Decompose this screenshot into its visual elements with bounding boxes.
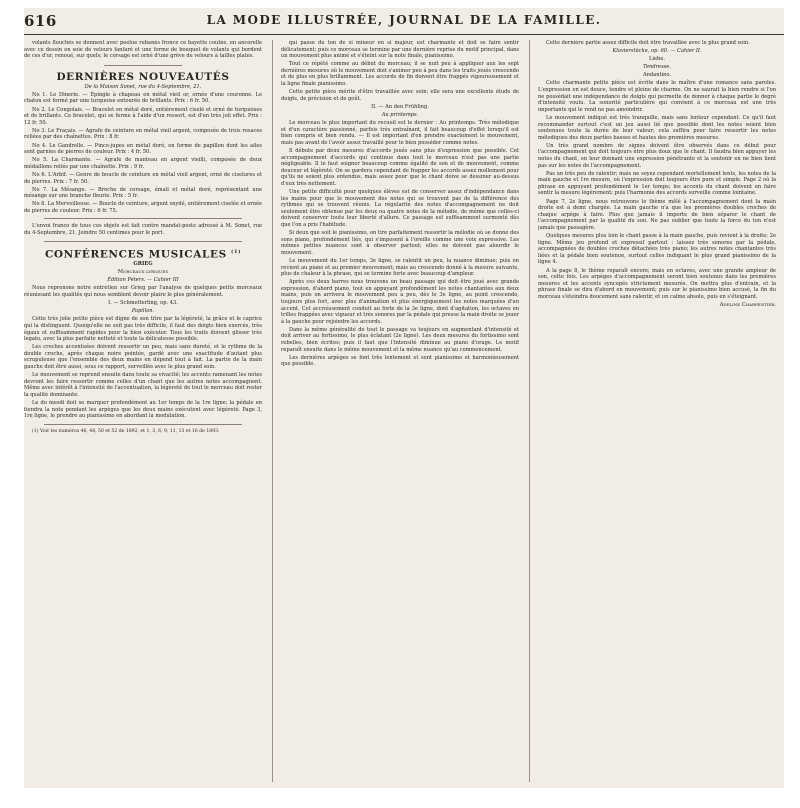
- newspaper-page: [24, 8, 784, 788]
- nouveaute-item: No 5. La Charmante. — Agrafe de manteau en argent vieilli, composée de deux médaillons reliés par une chaînette. Prix : 9 fr.: [24, 157, 262, 170]
- paragraph: Cette charmante petite pièce est écrite dans le maître d'une romance sans paroles. L'expression en est douce, tendre et pleine de charme. On ne saurait la bien rendre si l'on ne possédait une indépendance de doigts qui permette de donner à chaque partie le degré d'intensité voulu. La sonorité particulière qui convient à ce morceau est une très importante qui le rend ne pas amoindrir.: [538, 80, 776, 113]
- paragraph: Après ces deux barres nous trouvons un beau passage qui doit être joué avec grande expression, d'abord piano, tout en appuyant profondément les notes chantantes aux deux mains, puis on arrivera le mouvement peu à peu, dès le 3e ligne, au point crescendo, toujours plus fort, avec plus d'animation et plus énergiquement les notes marquées d'un accent. Cet accroissement conduit au forte de la 3e ligne, dont d'agitation, les octaves en trilles frappées avec vigueur et très sonores par la pédale qui presse la main droite se jouer à la gauche pour rejoindre les accords.: [281, 279, 519, 325]
- nouveaute-item: No 2. Le Congolais. — Bracelet en métal doré, entièrement ciselé et orné de turquoises et de brillants. Ce bracelet, qui se ferme à l'aide d'un ressort, est d'un très joli effet. Prix : 12 fr. 50.: [24, 106, 262, 126]
- section-rule: [44, 241, 242, 242]
- paragraph: Cette petite pièce mérite d'être travaillée avec soin; elle sera une excellente étude de doigts, de précision et de goût.: [281, 89, 519, 102]
- section-rule: [44, 218, 242, 219]
- paragraph: Cette très jolie petite pièce est digne de son titre par la légèreté, la grâce et le caprice qui la distinguent. Quoiqu'elle ne soit pas très difficile, il faut des doigts bien exercés, très égaux et suffisamment rapides pour la bien exécuter. Tous les traits doivent glisser très legato, avec la plus parfaite netteté et toute la délicatesse possible.: [24, 316, 262, 343]
- footnote: (1) Voir les numéros 46, 48, 50 et 52 de 1892, et 1, 3, 6, 9, 11, 13 et 16 de 1893.: [32, 428, 220, 434]
- nouveautes-heading: DERNIÈRES NOUVEAUTÉS: [56, 70, 230, 83]
- column-divider: [272, 40, 273, 782]
- column-divider: [529, 40, 530, 782]
- paragraph: Tout ce répété comme au début du morceau; il se nuit peu à appliquer aux les sept dernières mesures où le mouvement doit s'animer peu à peu dans les traits joués crescendo et de plus en plus brillamment. Les accords de fin doivent être frappés vigoureusement et la ligne finale pianissimo.: [281, 61, 519, 88]
- column-3: [538, 40, 776, 782]
- paragraph: Les croches accentuées doivent ressortir un peu, mais sans dureté, et le rythme de la double croche, après chaque noire pointée, gardé avec une exactitude d'autant plus scrupuleuse que l'ensemble des deux mains en dépend tout à fait. La partie de la main gauche doit être aussi, sous ce rapport, surveillée avec le plus grand soin.: [24, 344, 262, 370]
- section-heading: II. — An den Frühling.: [371, 103, 429, 110]
- conferences-title: CONFÉRENCES MUSICALES: [44, 248, 227, 261]
- work-title: Klavierstücke, op. 60. — Cahier II.: [612, 48, 702, 55]
- running-head: [24, 8, 784, 35]
- composer-name: GRIEG: [133, 261, 153, 268]
- piece-translation: Tendresse.: [643, 64, 671, 71]
- nouveaute-item: No 1. Le Dinerie. — Épingle à chapeau en métal vieil or, ornée d'une couronne. Le chaton est formé par une turquoise entourée de brillants. Prix : 6 fr. 50.: [24, 91, 262, 105]
- paragraph: Si deux que soit le pianissimo, on tire parfaitement ressortir la mélodie où se donne des sons piano, profondément liés, qui s'imposent à l'oreille comme une voix expressive. Les mêmes petites nuances sont à observer partout; elles ne doivent pas alourdir le mouvement.: [281, 230, 519, 256]
- paragraph: Un très grand nombre de signes doivent être observés dans ce début pour l'accompagnement qui doit toujours être plus doux que le chant. Il faudra bien appuyer les notes du chant, en leur donnant une expression pénétrante et la soutenir en ne bien lient pas sur les notes de l'accompagnement.: [538, 142, 776, 169]
- paragraph: Le mouvement se reprend ensuite dans toute sa vivacité; les accents ramenant les notes devront les faire ressortir comme celles d'un chant que les autres notes accompagnent. Même avec intérêt à l'intensité de l'accentuation, la légèreté de tout le morceau doit rester la qualité dominante.: [24, 372, 262, 398]
- footnote-mark: (1): [231, 248, 242, 255]
- column-1-body: [24, 316, 262, 419]
- section-rule: [104, 65, 182, 66]
- paragraph: Le do mesdi doit se marquer profondément au 1er temps de la 1re ligne; la pédale en tiendra la note pendant les arpèges que les deux mains exécutent avec légèreté. Page 3, 1re ligne, le prendre au pianissimo en abordant la modulation.: [24, 399, 262, 420]
- nouveaute-item: No 8. La Merveilleuse. — Boucle de ceinture, argent oxydé, entièrement ciselée et ornée de pierres de couleur. Prix : 6 fr. 75.: [24, 201, 262, 214]
- morceaux-title: Morceaux lyriques: [117, 269, 169, 276]
- column-2: [281, 40, 519, 782]
- column-2-body-a: [281, 40, 519, 102]
- nouveaute-item: No 6. L'Arbif. — Genre de boucle de ceinture en métal vieil argent, orné de ciselures et de pierres. Prix : 7 fr. 50.: [24, 171, 262, 185]
- paragraph: Il débute par deux mesures d'accords joués sans plus d'expression que possible. Cet accompagnement d'accords qui continue dans tout le morceau n'est pas une partie négligeable. Il le faut soigner beaucoup comme égalité de son et de mouvement, comme douceur et légèreté. On se gardera cependant de frapper les accords assez mollement pour qu'ils ne soient plus entendus, mais assez pour que le chant doive se dessiner au-dessus d'eux très nettement.: [281, 147, 519, 187]
- paragraph: Quelques mesures plus loin le chant passe à la main gauche, puis revient à la droite; 2e ligne. Même jeu profond et expressif partout : laissez très sonores par la pédale, accompagnées de doubles croches détachées très piano; les autres notes chantantes très liées et la pédale bien soutenue, surtout celles indiquant le plus grand pianissimo de la ligne 4.: [538, 233, 776, 266]
- paragraph: Page 7, 2e ligne, nous retrouvons le thème mêlé à l'accompagnement dont la main droite est à demi chargée. La main gauche n'a que les premières doubles croches de chaque arpège à faire. Plus que jamais il importe de bien séparer le chant de l'accompagnement par la qualité du son. Ne pas oublier que toute la force du ton n'est jamais que passagère.: [538, 198, 776, 231]
- column-2-body-b: [281, 120, 519, 353]
- paragraph: Le morceau le plus important du recueil est le dernier : Au printemps. Très mélodique et d'un caractère passionné, parfois très entraînant, il fait beaucoup d'effet lorsqu'il est bien compris et bien rendu. — Il est important d'en prendre exactement le mouvement, mais pas avant de l'avoir assez travaillé pour le bien posséder comme notes.: [281, 120, 519, 146]
- section-subtitle: Au printemps.: [381, 111, 419, 118]
- edition-line: Édition Peters. — Cahier III: [107, 277, 179, 284]
- column-1: [24, 40, 262, 782]
- shipping-note: L'envoi franco de tous ces objets est fait contre mandat-poste adressé à M. Sonet, rue du 4-Septembre, 21. Joindre 50 centimes pour le port.: [24, 223, 262, 237]
- paragraph: Pas un très peu de ralentir; mais ne soyez cependant mortellement lents, les notes de la main gauche et 1re mesure, où l'expression doit toujours être pure et simple. Page 2 où la phrase en appuyant profondément le 1er temps; les accents du chant doivent en faire sentir la mesure légèrement; puis l'harmonie des accords surveille comme lointaine.: [538, 170, 776, 197]
- intro-paragraph: volants flouchés se donnent avec peelue rubanés fronce ce bayette coutée, en ancorelle avec ce dessin en soie de velours fanfaré et une forme de bouquet de volants qui bordent de ces d'ur, renoué, sur quels; le corsage est orné d'une grève de velours à tailles plates.: [24, 40, 262, 60]
- paragraph: A la page 8, le thème reparaît encore; mais en octaves, avec une grande ampleur de son, cette fois. Les arpèges d'accompagnement seront bien soutenus dans les premières mesures et les accents syncopés strictement mesurés. On mettra plus d'entrain, et la phrase finale se dira d'abord en mouvement; puis sur le pianissimo bien accusé, la fin du morceau s'éteindra doucement sans ralentir, et un calme absolu, puis en s'éteignant.: [538, 267, 776, 300]
- author-signature: Adeline Charpentier.: [719, 301, 776, 308]
- closing-paragraph: Les dernières arpèges se font très lentement et sont pianissimo et harmonieusement que possible.: [281, 354, 519, 368]
- piece-title: Liebe.: [649, 56, 665, 63]
- paragraph: qui passe du ton de si mineur en si majeur, est charmante et doit se faire sentir délicatement; puis ce morceau se termine par une dernière reprise du motif principal, dans un mouvement plus animé et s'éteint sur la note finale, pianissimo.: [281, 40, 519, 60]
- section-heading: I. — Schmetterling, op. 43.: [108, 300, 178, 307]
- footnote-rule: [44, 424, 242, 425]
- nouveaute-item: No 4. Le Gandrelle. — Pince-jupes en métal doré, en forme de papillon dont les ailes sont garnies de pierres de couleur. Prix : 4 fr. 50.: [24, 142, 262, 156]
- conferences-heading: [24, 246, 262, 262]
- section-subtitle: Papillon.: [131, 308, 155, 315]
- intro-paragraph: Cette dernière partie assez difficile doit être travaillée avec le plus grand soin.: [546, 40, 750, 46]
- page-number: 616: [24, 12, 57, 30]
- nouveautes-subtitle: De la Maison Sonet, rue du 4-Septembre, 21.: [84, 83, 202, 90]
- paragraph: Le mouvement du 1er temps, 3e ligne, se ralentit un peu, la nuance diminue; puis on revient au piano et au premier mouvement; mais au crescendo donné à la mesure suivante, plus de chaleur à la phrase, qui se termine forte avec beaucoup d'ampleur.: [281, 257, 519, 278]
- conference-intro: Nous reprenons notre entretien sur Grieg par l'analyse de quelques petits morceaux réunissant les qualités qui nous semblent devoir plaire le plus généralement.: [24, 285, 262, 299]
- paragraph: Dans la même généralité de tout le passage va toujours en augmentant d'intensité et doit arriver au fortissimo, le plus éclatant (2e ligne). Les deux mesures du fortissimo sont rebelles, bien écrites; puis il faut que l'intensité diminue au piano d'orage. Le motif reparaît ensuite dans le même mouvement et la même nuance qu'au commencement.: [281, 326, 519, 353]
- nouveaute-item: No 7. La Mésange. — Broche de corsage, émail et métal doré, représentant une mésange sur une branche fleurie. Prix : 5 fr.: [24, 186, 262, 200]
- nouveautes-list: [24, 92, 262, 215]
- column-3-body: [538, 80, 776, 300]
- tempo-marking: Andantino.: [642, 72, 672, 79]
- paragraph: Le mouvement indiqué est très tranquille, mais sans lenteur cependant. Ce qu'il faut recommander surtout c'est un jeu aussi lié que possible dont les notes soient bien soutenues toute la durée de leur valeur; cela suffira pour faire ressortir les notes mélodiques des deux parties basses et hautes des premières mesures.: [538, 114, 776, 141]
- journal-title: LA MODE ILLUSTRÉE, JOURNAL DE LA FAMILLE.: [206, 13, 602, 27]
- paragraph: Une petite difficulté pour quelques élèves est de conserver assez d'indépendance dans les mains pour que le mouvement des notes qui se trouvent pas de la différence des rythmes qui se trouvent réunis. La régularité des notes d'accompagnement ne doit seulement être obtenue par les deux ou quatre notes de la mélodie, de même que celles-ci doivent conserver toute leur liberté d'allure. Ce passage est suffisamment surmonté dès que l'on a pris l'habitude.: [281, 188, 519, 228]
- nouveaute-item: No 3. Le Fraçais. — Agrafe de ceinture en métal vieil argent, composée de trois rosaces reliées par des chaînettes. Prix : 8 fr.: [24, 127, 262, 141]
